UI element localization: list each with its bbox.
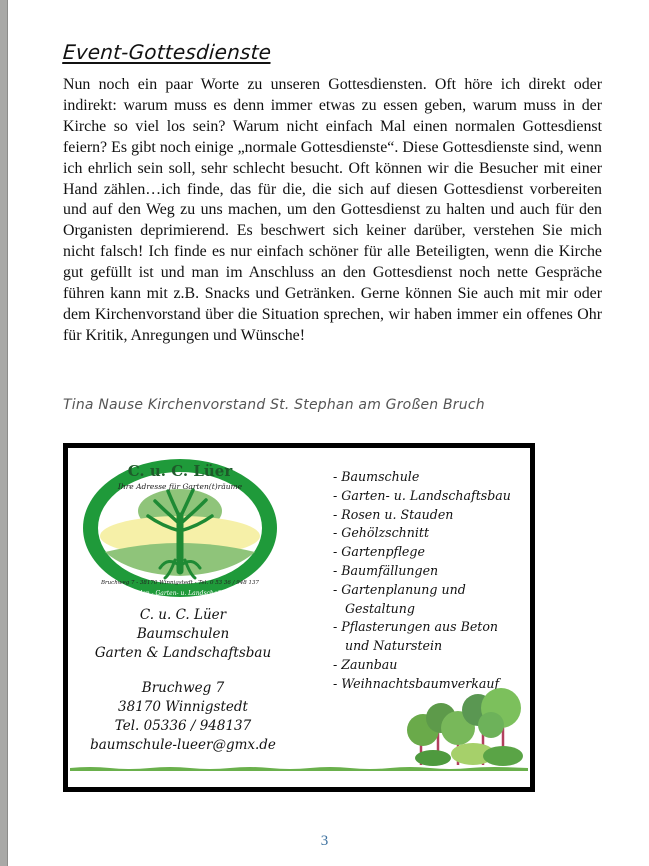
service-item: - Pflasterungen aus Beton und Naturstein: [333, 619, 499, 654]
service-item: - Weihnachtsbaumverkauf: [333, 675, 500, 691]
logo-bottom-text: Baumschulen - Garten- u. Landschaftsbau GbR: [108, 590, 252, 597]
advertisement-box: [63, 443, 535, 792]
company-street: Bruchweg 7: [141, 680, 225, 696]
company-phone: Tel. 05336 / 948137: [114, 718, 252, 734]
article-paragraph: Nun noch ein paar Worte zu unseren Gottesdiensten. Oft höre ich direkt oder indirekt: warum muss es denn immer etwas zu essen geben, warum muss in der Kirche so viel los sein? Warum nicht einfach Mal einen normalen Gottesdienst feiern? Es gibt noch einige „normale Gottesdienste“. Diese Gottesdienste sind, wenn ich ehrlich sein soll, sehr schlecht besucht. Oft können wir die Besucher mit einer Hand zählen…ich finde, das für die, die sich auf diesen Gottesdienst vorbereiten und auf den Weg zu uns machen, um den Gottesdienst zu halten und auch für den Organisten deprimierend. Es beschwert sich keiner darüber, verstehen Sie mich nicht falsch! Ich finde es nur einfach schöner für alle Beteiligten, wenn die Kirche gut gefüllt ist und man im Anschluss an den Gottesdienst noch nette Gespräche führen kann mit z.B. Snacks und Getränken. Gerne können Sie auch mit mir oder dem Kirchenvorstand über die Situation sprechen, wir haben immer ein offenes Ohr für Kritik, Anregungen und Wünsche!: [63, 76, 602, 344]
tree-crowns-icon: [407, 688, 523, 766]
service-item: - Garten- u. Landschaftsbau: [333, 487, 511, 503]
logo-address: Bruchweg 7 - 38170 Winnigstedt - Tel. 0 53 36 / 948 137: [100, 580, 260, 586]
trees-illustration: [403, 680, 528, 772]
company-email: baumschule-lueer@gmx.de: [90, 737, 276, 753]
company-logo: [80, 456, 280, 601]
company-line-2: Baumschulen: [136, 626, 230, 642]
service-item: - Baumfällungen: [333, 562, 439, 578]
article-heading: Event-Gottesdienste: [62, 40, 273, 64]
service-item: - Gartenpflege: [333, 544, 425, 560]
window-edge-bar: [0, 0, 8, 866]
service-item: - Gartenplanung und Gestaltung: [333, 581, 466, 616]
company-name: C. u. C. Lüer: [139, 607, 227, 623]
article-body: [63, 75, 602, 347]
service-item: - Rosen u. Stauden: [333, 506, 454, 522]
service-item: - Baumschule: [333, 469, 420, 484]
company-line-3: Garten & Landschaftsbau: [94, 645, 272, 661]
company-contact: [78, 606, 288, 755]
page-number: 3: [320, 833, 329, 849]
services-list: [333, 468, 528, 694]
logo-tagline: Ihre Adresse für Garten(t)räume: [117, 482, 243, 491]
service-item: - Zaunbau: [333, 656, 398, 672]
service-item: - Gehölzschnitt: [333, 525, 430, 541]
company-city: 38170 Winnigstedt: [118, 699, 248, 715]
article-signature: Tina Nause Kirchenvorstand St. Stephan am Großen Bruch: [63, 397, 485, 413]
logo-title: C. u. C. Lüer: [127, 462, 233, 480]
grass-line: [70, 764, 528, 772]
